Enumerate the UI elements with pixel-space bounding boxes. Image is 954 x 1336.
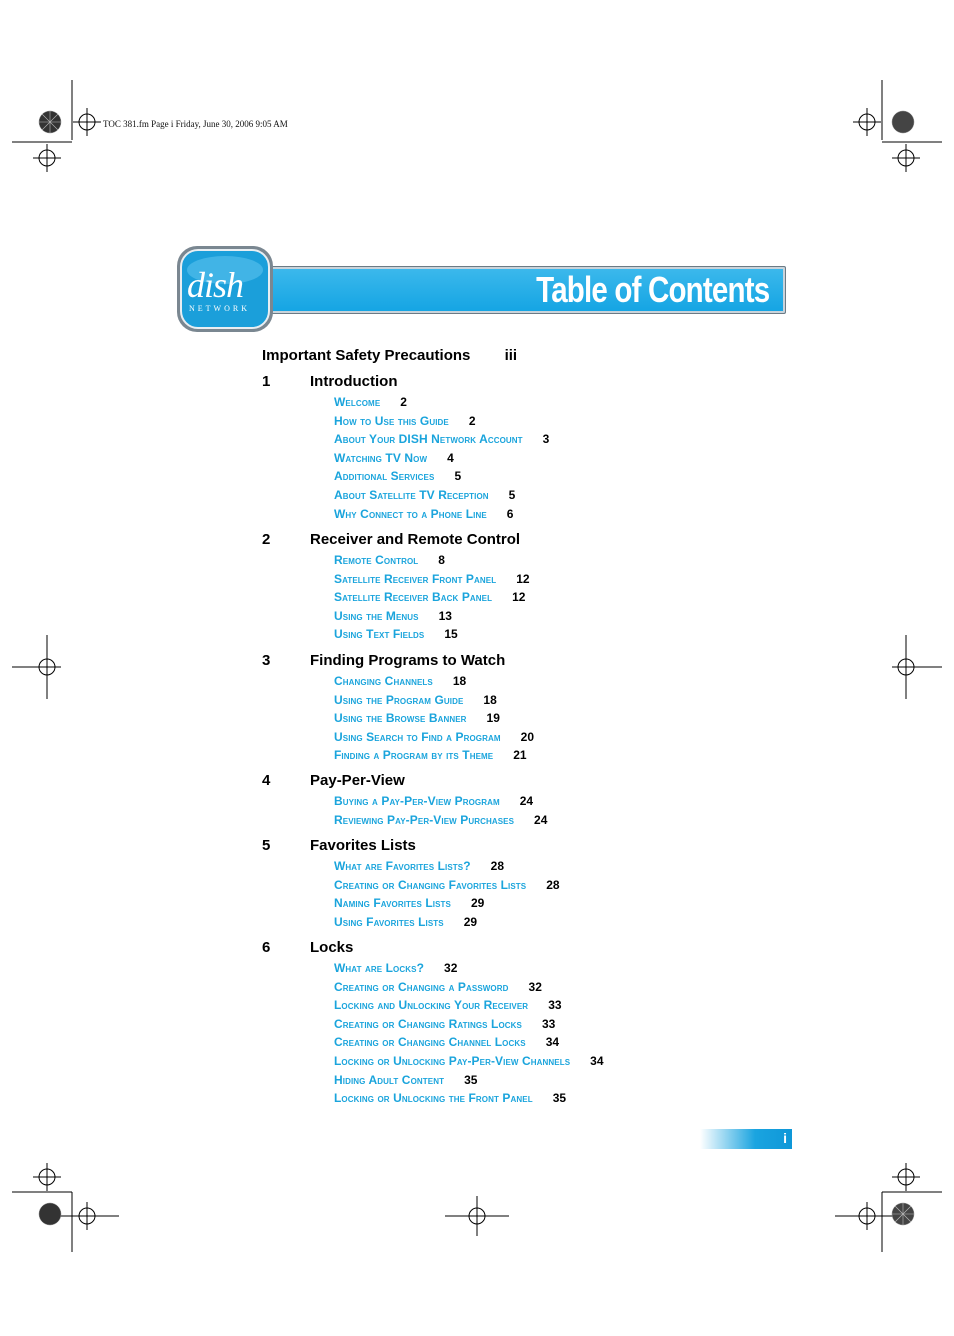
toc-entry[interactable] — [334, 748, 527, 762]
toc-entry[interactable] — [334, 553, 445, 567]
toc-entry-page: 29 — [463, 914, 478, 929]
toc-entry-title[interactable]: Creating or Changing Favorites Lists — [334, 877, 527, 892]
toc-entry-title[interactable]: Changing Channels — [334, 674, 433, 688]
chapter-number: 4 — [262, 772, 271, 789]
toc-safety-title: Important Safety Precautions — [262, 347, 471, 364]
toc-entry-page: 32 — [444, 961, 458, 975]
toc-entry[interactable] — [334, 469, 461, 483]
toc-entry-page: 34 — [545, 1035, 560, 1050]
logo-brand: dish — [187, 265, 244, 305]
toc-entry[interactable] — [334, 813, 547, 827]
toc-entry-page: 29 — [470, 896, 485, 911]
toc-entry-page: 4 — [447, 450, 454, 465]
toc-entry-page: 33 — [542, 1016, 556, 1031]
toc-entry-page: 28 — [490, 859, 504, 873]
toc-entry-title[interactable]: Creating or Changing Ratings Locks — [334, 1016, 522, 1031]
toc-entry-title[interactable]: Why Connect to a Phone Line — [334, 506, 487, 521]
toc-entry[interactable] — [334, 730, 534, 744]
toc-entry[interactable] — [334, 878, 560, 892]
toc-entry[interactable] — [334, 488, 515, 502]
toc-entry-page: 20 — [520, 729, 534, 744]
toc-safety-page: iii — [504, 347, 518, 364]
chapter-title[interactable]: Finding Programs to Watch — [310, 652, 506, 669]
toc-entry-title[interactable]: Locking and Unlocking Your Receiver — [334, 998, 529, 1013]
toc-entry-page: 3 — [542, 432, 550, 447]
toc-entry-title[interactable]: How to Use this Guide — [334, 413, 449, 428]
toc-entry-page: 2 — [468, 413, 476, 428]
toc-safety-entry[interactable] — [262, 347, 517, 364]
toc-entry[interactable] — [334, 1091, 566, 1105]
toc-entry[interactable] — [334, 859, 504, 873]
print-note: TOC 381.fm Page i Friday, June 30, 2006 9:05 AM — [103, 119, 288, 129]
toc-entry[interactable] — [334, 627, 458, 641]
toc-entry-title[interactable]: Using the Menus — [334, 608, 419, 623]
toc-entry-title[interactable]: Finding a Program by its Theme — [334, 748, 494, 763]
toc-entry-title[interactable]: Creating or Changing Channel Locks — [334, 1035, 526, 1050]
toc-entry[interactable] — [334, 961, 457, 975]
toc-entry-title[interactable]: Using Search to Find a Program — [334, 729, 501, 744]
toc-entry[interactable] — [334, 711, 500, 725]
toc-entry[interactable] — [334, 609, 452, 623]
title-banner — [268, 266, 786, 314]
toc-entry[interactable] — [334, 572, 530, 586]
toc-entry[interactable] — [334, 1073, 477, 1087]
toc-entry[interactable] — [334, 998, 562, 1012]
toc-entry-page: 2 — [400, 395, 407, 409]
toc-entry-title[interactable]: Using Favorites Lists — [334, 914, 444, 929]
toc-entry[interactable] — [334, 1054, 604, 1068]
toc-entry-title[interactable]: Buying a Pay-Per-View Program — [334, 794, 500, 808]
toc-entry-page: 15 — [444, 627, 458, 642]
toc-entry-page: 19 — [486, 711, 500, 726]
toc-entry-title[interactable]: Hiding Adult Content — [334, 1072, 445, 1087]
toc-entry[interactable] — [334, 507, 513, 521]
toc-entry-page: 34 — [590, 1054, 604, 1068]
toc-entry-page: 6 — [506, 506, 514, 521]
toc-entry-title[interactable]: What are Locks? — [334, 961, 425, 975]
page-folio — [700, 1129, 792, 1149]
toc-entry-title[interactable]: Naming Favorites Lists — [334, 896, 451, 911]
chapter-number: 2 — [262, 531, 271, 548]
toc-entry-title[interactable]: Watching TV Now — [334, 450, 428, 465]
page-title: Table of Contents — [535, 269, 769, 310]
toc-entry-title[interactable]: Using the Program Guide — [334, 692, 464, 707]
toc-entry[interactable] — [334, 1035, 559, 1049]
toc-entry-page: 35 — [552, 1091, 567, 1106]
toc-entry-page: 5 — [508, 488, 516, 502]
toc-entry-title[interactable]: About Your DISH Network Account — [334, 432, 523, 447]
chapter-title[interactable]: Introduction — [310, 373, 398, 390]
toc-entry-title[interactable]: Remote Control — [334, 553, 419, 567]
toc-entry-page: 24 — [519, 794, 534, 808]
chapter-number: 5 — [262, 837, 271, 854]
toc-entry-page: 18 — [483, 692, 497, 707]
toc-entry-title[interactable]: Using Text Fields — [334, 627, 425, 642]
toc-entry-title[interactable]: Using the Browse Banner — [334, 711, 467, 726]
toc-entry-page: 33 — [548, 998, 562, 1013]
toc-entry[interactable] — [334, 1017, 555, 1031]
toc-entry[interactable] — [334, 794, 533, 808]
toc-entry[interactable] — [334, 451, 454, 465]
toc-entry[interactable] — [334, 414, 476, 428]
toc-entry[interactable] — [334, 693, 497, 707]
toc-entry-page: 8 — [438, 553, 445, 567]
toc-entry-page: 12 — [516, 571, 530, 586]
logo-subtitle: NETWORK — [189, 304, 250, 313]
dish-network-logo — [175, 244, 275, 334]
toc-entry[interactable] — [334, 915, 477, 929]
toc-entry[interactable] — [334, 590, 525, 604]
toc-entry-title[interactable]: Welcome — [334, 395, 381, 409]
toc-entry-title[interactable]: Creating or Changing a Password — [334, 979, 509, 994]
toc-entry-page: 24 — [534, 812, 548, 827]
toc-entry[interactable] — [334, 674, 466, 688]
chapter-title[interactable]: Locks — [310, 939, 354, 956]
chapter-number: 1 — [262, 373, 271, 390]
toc-entry-title[interactable]: Locking or Unlocking Pay-Per-View Channels — [334, 1054, 571, 1068]
toc-entry-title[interactable]: Reviewing Pay-Per-View Purchases — [334, 812, 515, 827]
toc-entry-page: 12 — [512, 590, 526, 605]
chapter-title[interactable]: Favorites Lists — [310, 837, 416, 854]
toc-entry[interactable] — [334, 896, 484, 910]
toc-entry[interactable] — [334, 980, 542, 994]
toc-entry-title[interactable]: Locking or Unlocking the Front Panel — [334, 1091, 533, 1106]
toc-entry-page: 18 — [452, 674, 467, 688]
toc-entry-title[interactable]: About Satellite TV Reception — [334, 488, 489, 502]
chapter-number: 3 — [262, 652, 271, 669]
toc-entry-title[interactable]: What are Favorites Lists? — [334, 859, 471, 873]
toc-entry-page: 13 — [438, 608, 452, 623]
page-number: i — [783, 1130, 787, 1146]
chapter-title[interactable]: Receiver and Remote Control — [310, 531, 521, 548]
toc-entry[interactable] — [334, 395, 407, 409]
chapter-title[interactable]: Pay-Per-View — [310, 772, 405, 789]
toc-entry-page: 28 — [546, 877, 560, 892]
toc-entry-title[interactable]: Satellite Receiver Front Panel — [334, 571, 497, 586]
toc-entry-title[interactable]: Additional Services — [334, 469, 435, 484]
chapter-number: 6 — [262, 939, 271, 956]
toc-entry-page: 21 — [513, 748, 527, 763]
toc-entry-page: 32 — [528, 979, 542, 994]
toc-entry[interactable] — [334, 432, 549, 446]
toc-entry-page: 5 — [454, 469, 462, 484]
toc-entry-page: 35 — [464, 1072, 478, 1087]
toc-entry-title[interactable]: Satellite Receiver Back Panel — [334, 590, 493, 605]
